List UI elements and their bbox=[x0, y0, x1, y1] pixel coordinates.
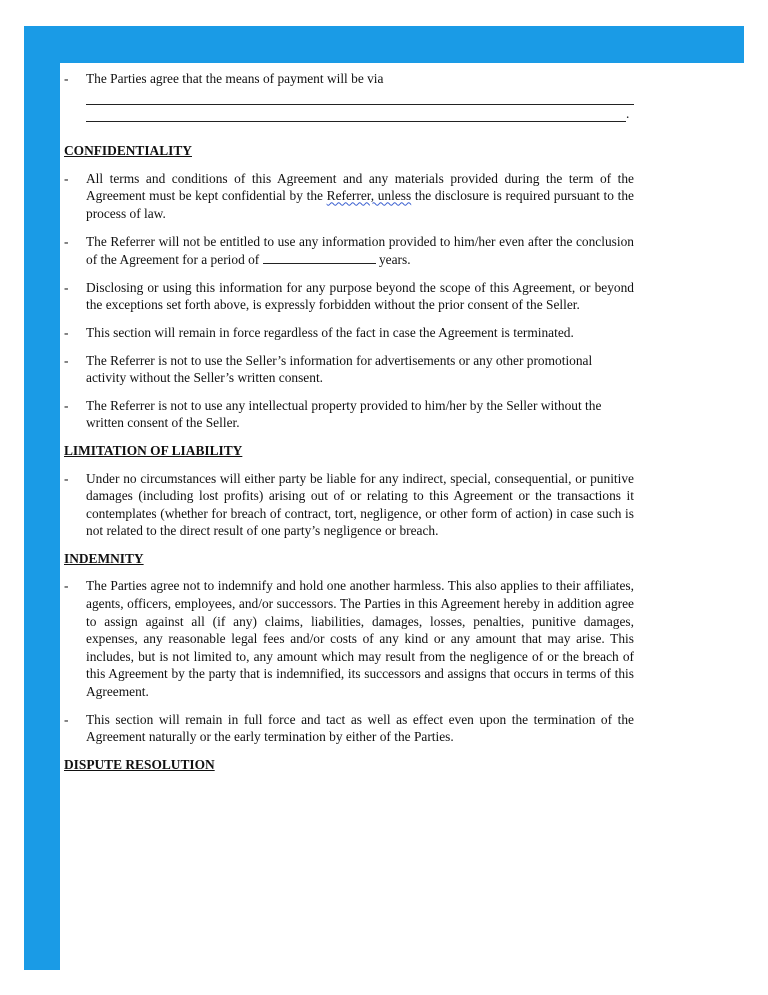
payment-text: The Parties agree that the means of payment will be via bbox=[86, 71, 384, 86]
bullet-dash: - bbox=[64, 279, 69, 295]
confidentiality-item-2 bbox=[64, 233, 634, 269]
liability-item-1 bbox=[64, 470, 634, 540]
confidentiality-item-6 bbox=[64, 397, 634, 432]
indemnity-item-2-text: This section will remain in full force and tact as well as effect even upon the termination of the Agreement naturally or the early termination by either of the Parties. bbox=[86, 711, 634, 745]
heading-dispute-resolution: DISPUTE RESOLUTION bbox=[64, 756, 215, 772]
confidentiality-item-4 bbox=[64, 324, 634, 342]
confidentiality-item-1-text-a: All terms and conditions of this Agreement and any materials provided during the term of the Agreement must be kept confidential by the bbox=[86, 170, 634, 204]
spellcheck-flagged-text[interactable]: Referrer, unless bbox=[326, 188, 412, 204]
confidentiality-item-3 bbox=[64, 279, 634, 314]
bullet-dash: - bbox=[64, 352, 69, 368]
confidentiality-item-4-text: This section will remain in force regardless of the fact in case the Agreement is terminated. bbox=[86, 324, 574, 340]
indemnity-item-1 bbox=[64, 577, 634, 700]
heading-confidentiality: CONFIDENTIALITY bbox=[64, 143, 192, 159]
payment-clause bbox=[64, 70, 634, 122]
liability-item-1-text: Under no circumstances will either party be liable for any indirect, special, consequential, or punitive damages (including lost profits) arising out of or relating to this Agreement or the transactions it contemplates (whether for breach of contract, tort, negligence, or other form of action) in case such is not related to the direct result of one party’s negligence or breach. bbox=[86, 470, 634, 539]
heading-indemnity: INDEMNITY bbox=[64, 550, 144, 566]
confidentiality-item-3-text: Disclosing or using this information for any purpose beyond the scope of this Agreement, or beyond the exceptions set forth above, is expressly forbidden without the prior consent of the Seller. bbox=[86, 279, 634, 313]
payment-blank-line-1 bbox=[86, 90, 634, 105]
bullet-dash: - bbox=[64, 711, 69, 727]
bullet-dash: - bbox=[64, 470, 69, 486]
bullet-dash: - bbox=[64, 578, 69, 594]
bullet-dash: - bbox=[64, 397, 69, 413]
confidentiality-item-1 bbox=[64, 170, 634, 223]
bullet-dash: - bbox=[64, 233, 69, 249]
payment-end-mark: . bbox=[626, 105, 630, 121]
indemnity-item-1-text: The Parties agree not to indemnify and hold one another harmless. This also applies to their affiliates, agents, officers, employees, and/or successors. The Parties in this Agreement hereby in addition agree to assign against all (if any) claims, liabilities, damages, losses, penalties, punitive damages, expenses, any reasonable legal fees and/or costs of any kind or any amount that may arise. This includes, but is not limited to, any amount which may result from the negligence of or the breach of this Agreement by the party that is indemnified, its successors and assigns that occurs in terms of this Agreement. bbox=[86, 578, 634, 700]
confidentiality-item-5-text: The Referrer is not to use the Seller’s information for advertisements or any other promotional activity without the Seller’s written consent. bbox=[86, 352, 593, 386]
confidentiality-item-5 bbox=[64, 352, 634, 387]
confidentiality-item-6-text: The Referrer is not to use any intellectual property provided to him/her by the Seller without the written consent of the Seller. bbox=[86, 397, 602, 431]
bullet-dash: - bbox=[64, 170, 69, 186]
document-content bbox=[64, 70, 634, 783]
bullet-dash: - bbox=[64, 71, 69, 86]
indemnity-item-2 bbox=[64, 711, 634, 746]
confidentiality-item-2-text-a: The Referrer will not be entitled to use any information provided to him/her even after the conclusion of the Agreement for a period of bbox=[86, 233, 634, 268]
years-blank-line bbox=[263, 250, 376, 264]
confidentiality-item-1-text-b: the disclosure is required pursuant to the process of law. bbox=[86, 188, 634, 221]
heading-limitation-of-liability: LIMITATION OF LIABILITY bbox=[64, 442, 243, 458]
confidentiality-item-2-text-b: years. bbox=[375, 252, 411, 268]
payment-blank-line-2 bbox=[86, 107, 626, 122]
bullet-dash: - bbox=[64, 324, 69, 340]
